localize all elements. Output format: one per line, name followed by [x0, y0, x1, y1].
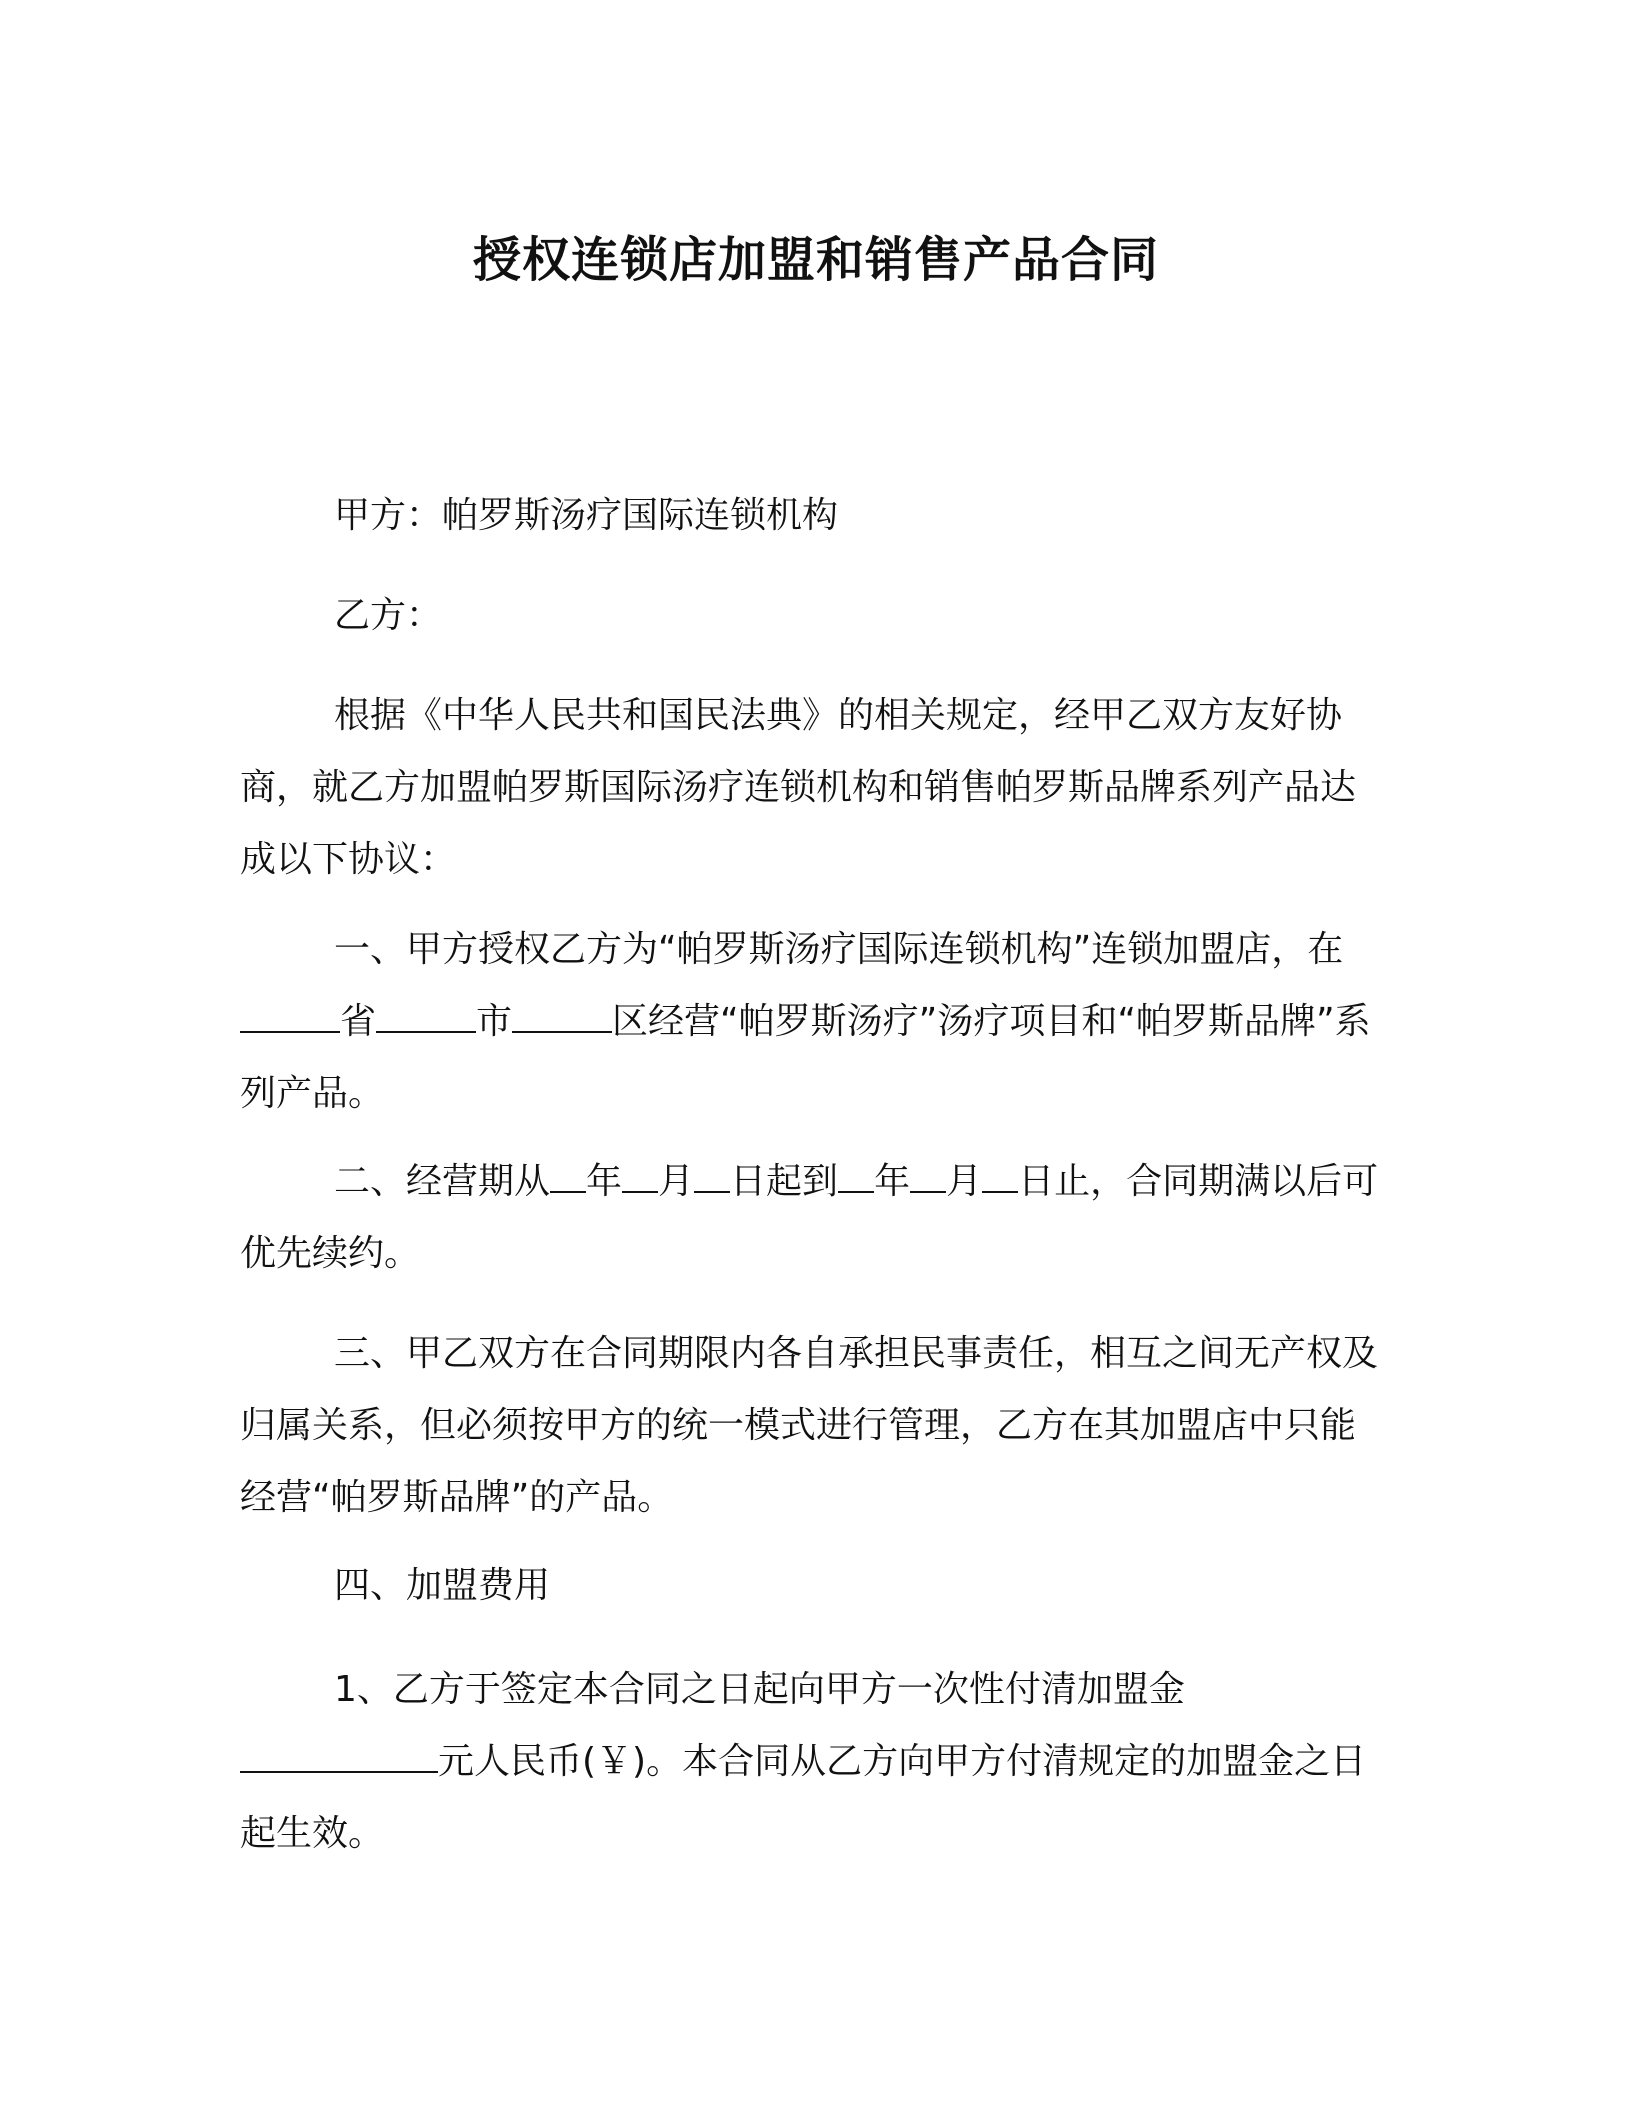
clause-4-item-1: [240, 1654, 1380, 1870]
clause-4-heading: 四、加盟费用: [334, 1565, 551, 1606]
party-a-line: 甲方：帕罗斯汤疗国际连锁机构: [334, 495, 839, 536]
city-blank: [376, 995, 476, 1033]
franchise-fee-blank: [240, 1735, 438, 1773]
clause-1-text-b: 省: [340, 1001, 377, 1042]
district-blank: [512, 995, 612, 1033]
clause-1: [240, 914, 1380, 1130]
clause-2-text-e: 年: [874, 1161, 911, 1202]
clause-2-text-b: 年: [586, 1161, 623, 1202]
end-month-blank: [910, 1155, 946, 1193]
start-day-blank: [694, 1155, 730, 1193]
intro-paragraph: 根据《中华人民共和国民法典》的相关规定，经甲乙双方友好协商，就乙方加盟帕罗斯国际汤疗连锁机构和销售帕罗斯品牌系列产品达成以下协议：: [240, 695, 1357, 880]
clause-2-text-f: 月: [946, 1161, 983, 1202]
end-year-blank: [838, 1155, 874, 1193]
start-month-blank: [622, 1155, 658, 1193]
end-day-blank: [982, 1155, 1018, 1193]
clause-2-text-c: 月: [658, 1161, 695, 1202]
clause-4-item-1-text-a: 1、乙方于签定本合同之日起向甲方一次性付清加盟金: [334, 1669, 1185, 1710]
clause-4-item-1-text-b: 元人民币(￥)。本合同从乙方向甲方付清规定的加盟金之日起生效。: [240, 1741, 1367, 1854]
clause-3: 三、甲乙双方在合同期限内各自承担民事责任，相互之间无产权及归属关系，但必须按甲方的统一模式进行管理，乙方在其加盟店中只能经营“帕罗斯品牌”的产品。: [240, 1333, 1379, 1518]
start-year-blank: [550, 1155, 586, 1193]
document-title: 授权连锁店加盟和销售产品合同: [472, 232, 1159, 288]
party-b-line: 乙方：: [334, 595, 443, 636]
clause-2: [240, 1146, 1380, 1290]
clause-1-text-d: 区经营“帕罗斯汤疗”汤疗项目和“帕罗斯品牌”系列产品。: [240, 1001, 1371, 1114]
clause-2-text-a: 二、经营期从: [334, 1161, 551, 1202]
province-blank: [240, 995, 340, 1033]
clause-2-text-g: 日止，合同期满以后可优先续约。: [240, 1161, 1379, 1274]
clause-1-text-c: 市: [476, 1001, 513, 1042]
clause-1-text-a: 一、甲方授权乙方为“帕罗斯汤疗国际连锁机构”连锁加盟店，在: [334, 929, 1344, 970]
clause-2-text-d: 日起到: [730, 1161, 839, 1202]
